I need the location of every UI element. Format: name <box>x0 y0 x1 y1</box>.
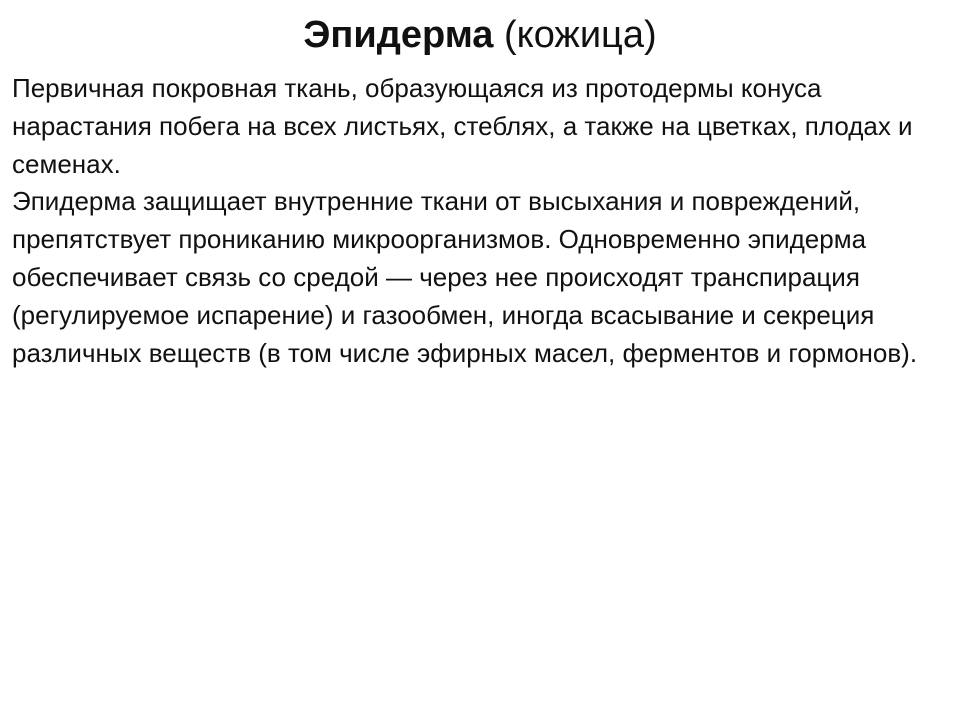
paragraph-definition: Первичная покровная ткань, образующаяся из протодермы конуса нарастания побега на всех листьях, стеблях, а также на цветках, плодах и семенах. <box>12 73 913 179</box>
title-synonym: (кожица) <box>493 14 657 56</box>
slide-body <box>12 70 948 372</box>
title-term: Эпидерма <box>303 14 494 56</box>
slide-title <box>0 12 960 58</box>
paragraph-functions: Эпидерма защищает внутренние ткани от высыхания и повреждений, препятствует прониканию микроорганизмов. Одновременно эпидерма обеспечивает связь со средой — через нее происходят транспирация (регулируемое испарение) и газообмен, иногда всасывание и секреция различных веществ (в том числе эфирных масел, ферментов и гормонов). <box>12 186 918 368</box>
